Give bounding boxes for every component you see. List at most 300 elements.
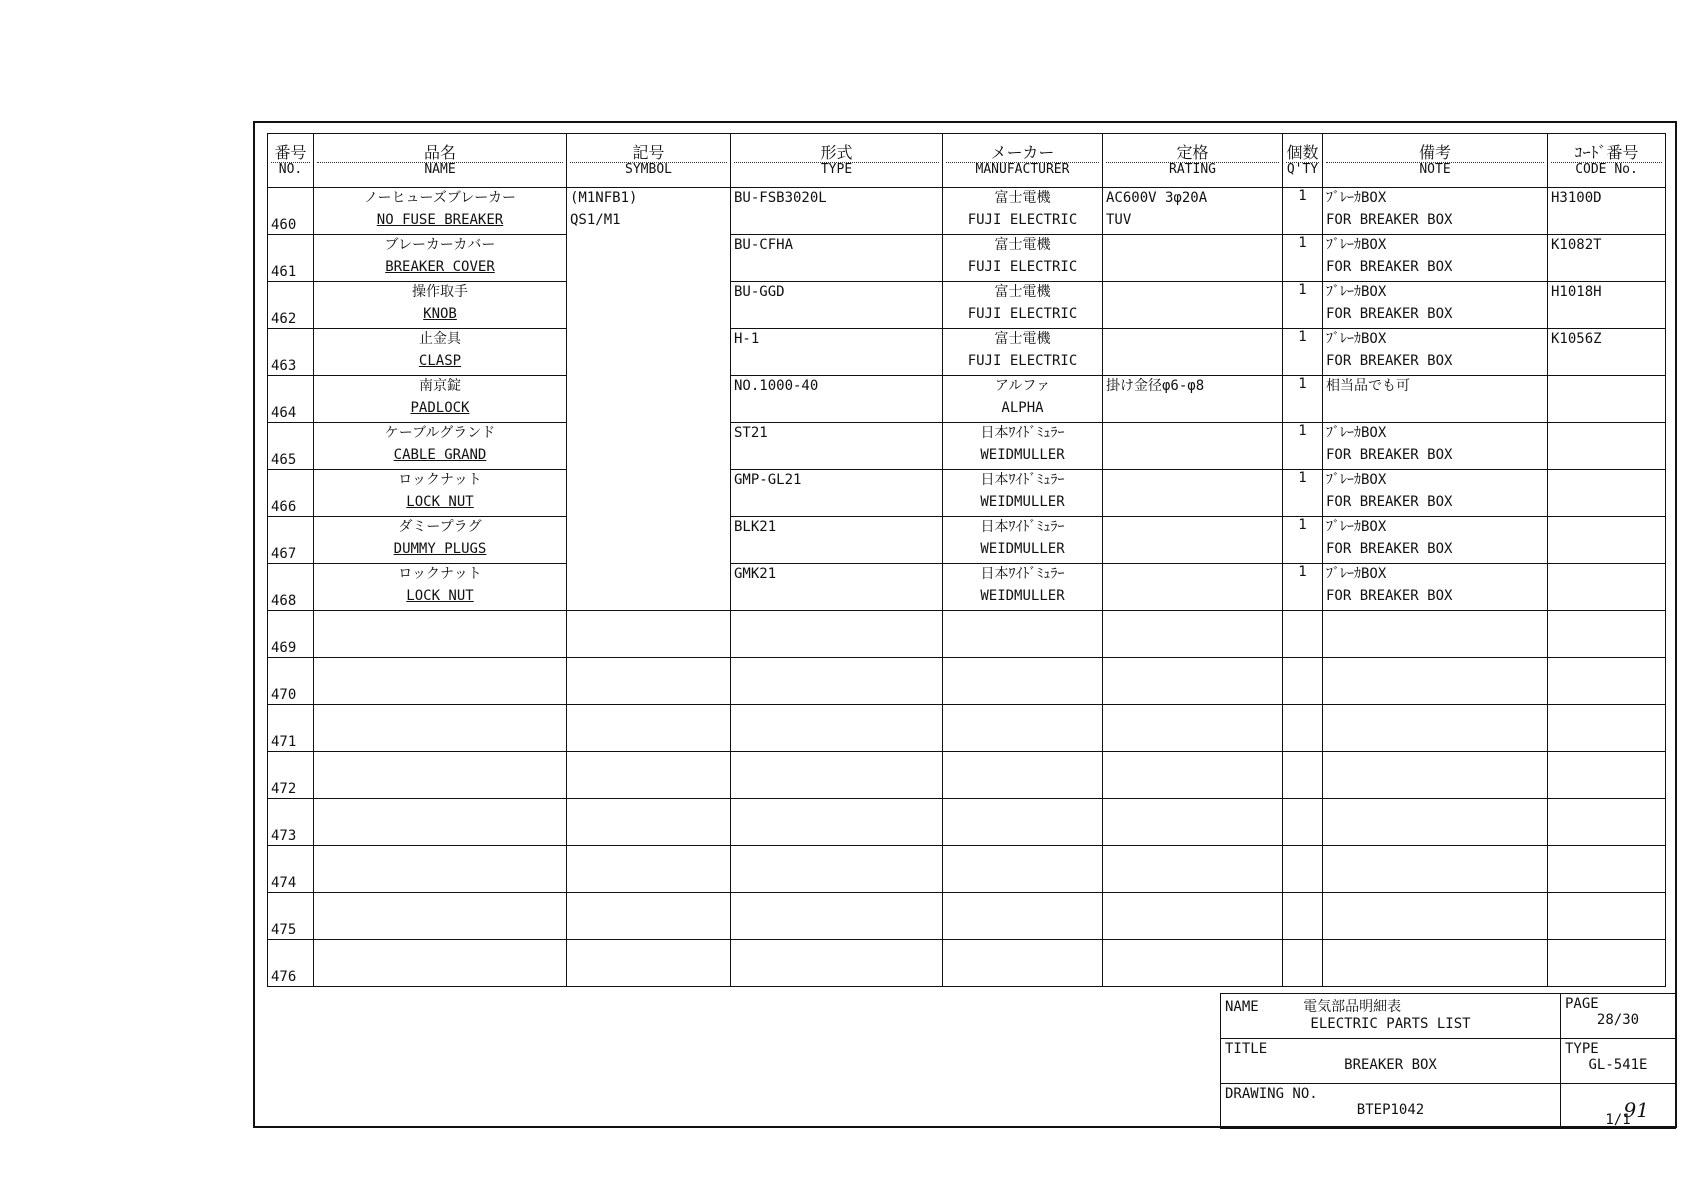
rating-line-2 [1106,237,1279,241]
manufacturer-cell [943,329,1103,376]
item-name-en: KNOB [423,305,457,322]
manufacturer-en [946,895,1099,899]
symbol-line-2 [570,848,727,852]
quantity-cell: 1 [1283,235,1323,282]
item-name-cell [314,188,567,235]
symbol-cell [567,423,731,470]
quantity-cell [1283,799,1323,846]
code-cell [1548,658,1666,705]
code-value [1551,752,1662,754]
manufacturer-en [946,660,1099,664]
code-value [1551,799,1662,801]
rating-cell [1103,329,1283,376]
item-name-jp: ロックナット [398,472,482,488]
rating-line-2 [1106,284,1279,288]
manufacturer-cell [943,376,1103,423]
type-cell [731,470,943,517]
note-line-1: ﾌﾞﾚｰｶBOX [1326,284,1387,300]
table-row [268,611,1666,658]
manufacturer-cell [943,423,1103,470]
manufacturer-en: WEIDMULLER [980,587,1065,604]
type-value: H-1 [734,331,760,347]
item-name-cell [314,611,567,658]
header-name: 品名 NAME [314,134,567,188]
item-name-en [317,801,563,805]
quantity-cell: 1 [1283,470,1323,517]
row-number: 464 [268,376,314,423]
type-cell [731,329,943,376]
code-cell [1548,470,1666,517]
page-value: 28/30 [1596,1012,1640,1028]
manufacturer-en [946,613,1099,617]
code-value [1551,517,1662,519]
code-cell [1548,188,1666,235]
code-cell [1548,799,1666,846]
type-cell [731,658,943,705]
item-name-cell [314,235,567,282]
header-qty: 個数 Q'TY [1283,134,1323,188]
symbol-line-2 [570,566,727,570]
table-header-row [268,134,1666,188]
header-type: 形式 TYPE [731,134,943,188]
note-line-1: 相当品でも可 [1326,378,1410,394]
type-value: ST21 [734,425,768,441]
note-cell [1323,423,1548,470]
note-cell [1323,658,1548,705]
note-line-2 [1326,707,1544,711]
manufacturer-en [946,848,1099,852]
code-value: K1056Z [1551,331,1602,347]
note-line-2 [1326,942,1544,946]
table-row [268,799,1666,846]
row-number: 463 [268,329,314,376]
code-cell [1548,893,1666,940]
item-name-en: LOCK NUT [406,493,474,510]
quantity-cell [1283,658,1323,705]
note-cell [1323,376,1548,423]
table-row [268,470,1666,517]
item-name-jp: ダミープラグ [398,519,482,535]
note-line-2: FOR BREAKER BOX [1326,352,1453,369]
manufacturer-en: FUJI ELECTRIC [967,352,1078,369]
symbol-cell [567,752,731,799]
title-block-name-cell [1221,994,1561,1039]
row-number: 474 [268,846,314,893]
note-cell [1323,799,1548,846]
rating-line-2 [1106,331,1279,335]
code-value [1551,376,1662,378]
item-name-en [317,660,563,664]
manufacturer-en: ALPHA [1001,399,1044,416]
manufacturer-en: FUJI ELECTRIC [967,211,1078,228]
rating-line-2 [1106,425,1279,429]
item-name-en [317,895,563,899]
row-number: 472 [268,752,314,799]
symbol-cell [567,940,731,987]
symbol-cell [567,799,731,846]
item-name-en [317,848,563,852]
note-cell [1323,940,1548,987]
type-cell [731,235,943,282]
manufacturer-cell [943,470,1103,517]
code-cell [1548,282,1666,329]
symbol-cell [567,611,731,658]
item-name-jp: ノーヒューズブレーカー [363,190,517,206]
type-value [734,658,939,660]
rating-line-2 [1106,801,1279,805]
note-cell [1323,752,1548,799]
code-cell [1548,235,1666,282]
manufacturer-jp: 富士電機 [994,190,1051,206]
code-value: H3100D [1551,190,1602,206]
type-cell [731,940,943,987]
code-value [1551,893,1662,895]
table-row [268,282,1666,329]
symbol-cell [567,188,731,235]
parts-table-body [268,188,1666,987]
row-number: 466 [268,470,314,517]
item-name-cell [314,376,567,423]
rating-line-2 [1106,754,1279,758]
manufacturer-cell [943,940,1103,987]
manufacturer-en: WEIDMULLER [980,540,1065,557]
type-cell [731,517,943,564]
drawing-label: DRAWING NO. [1225,1086,1318,1102]
code-value: H1018H [1551,284,1602,300]
item-name-cell [314,517,567,564]
manufacturer-cell [943,517,1103,564]
note-line-1: ﾌﾞﾚｰｶBOX [1326,237,1387,253]
row-number: 469 [268,611,314,658]
rating-cell [1103,940,1283,987]
table-row [268,423,1666,470]
row-number: 473 [268,799,314,846]
symbol-cell [567,846,731,893]
manufacturer-en: FUJI ELECTRIC [967,305,1078,322]
type-value [734,846,939,848]
note-cell [1323,235,1548,282]
row-number: 460 [268,188,314,235]
header-rating: 定格 RATING [1103,134,1283,188]
quantity-cell [1283,752,1323,799]
item-name-cell [314,329,567,376]
type-value: BU-CFHA [734,237,794,253]
symbol-cell [567,470,731,517]
manufacturer-cell [943,705,1103,752]
type-value: NO.1000-40 [734,378,819,394]
code-value: K1082T [1551,237,1602,253]
row-number: 461 [268,235,314,282]
type-value [734,752,939,754]
item-name-en: DUMMY PLUGS [393,540,487,557]
type-cell [731,282,943,329]
manufacturer-cell [943,564,1103,611]
item-name-en: PADLOCK [410,399,470,416]
item-name-en: LOCK NUT [406,587,474,604]
note-line-2 [1326,613,1544,617]
quantity-cell: 1 [1283,423,1323,470]
page-label: PAGE [1565,996,1599,1012]
manufacturer-en [946,942,1099,946]
row-number: 470 [268,658,314,705]
item-name-en: BREAKER COVER [385,258,495,275]
header-code: ｺｰﾄﾞ番号 CODE No. [1548,134,1666,188]
note-cell [1323,846,1548,893]
rating-cell [1103,705,1283,752]
symbol-cell [567,282,731,329]
item-name-cell [314,752,567,799]
symbol-line-2 [570,707,727,711]
rating-cell [1103,376,1283,423]
manufacturer-cell [943,188,1103,235]
note-line-2: FOR BREAKER BOX [1326,493,1453,510]
type-value: GL-541E [1588,1057,1648,1073]
rating-cell [1103,517,1283,564]
rating-line-1: AC600V 3φ20A [1106,190,1208,206]
manufacturer-jp: 日本ﾜｲﾄﾞﾐｭﾗｰ [980,472,1065,488]
drawing-number: BTEP1042 [1356,1102,1425,1118]
item-name-jp: ロックナット [398,566,482,582]
note-line-2 [1326,396,1544,400]
table-row [268,564,1666,611]
parts-table [267,133,1666,987]
note-cell [1323,470,1548,517]
item-name-jp: 南京錠 [419,378,461,394]
quantity-cell [1283,893,1323,940]
rating-cell [1103,658,1283,705]
symbol-line-2: QS1/M1 [570,211,621,228]
type-value: BU-FSB3020L [734,190,827,206]
manufacturer-jp: 富士電機 [994,331,1051,347]
table-row [268,235,1666,282]
rating-line-2 [1106,396,1279,400]
item-name-en [317,707,563,711]
symbol-cell [567,893,731,940]
note-line-1: ﾌﾞﾚｰｶBOX [1326,331,1387,347]
table-row [268,517,1666,564]
item-name-jp: 操作取手 [412,284,468,300]
type-value [734,611,939,613]
manufacturer-cell [943,282,1103,329]
note-line-1: ﾌﾞﾚｰｶBOX [1326,519,1387,535]
rating-cell [1103,752,1283,799]
type-cell [731,705,943,752]
rating-line-2 [1106,472,1279,476]
row-number: 465 [268,423,314,470]
rating-cell [1103,235,1283,282]
quantity-cell [1283,846,1323,893]
quantity-cell: 1 [1283,188,1323,235]
manufacturer-cell [943,658,1103,705]
note-line-2: FOR BREAKER BOX [1326,211,1453,228]
symbol-line-2 [570,613,727,617]
note-line-2: FOR BREAKER BOX [1326,258,1453,275]
title-label: TITLE [1225,1041,1268,1057]
quantity-cell: 1 [1283,564,1323,611]
rating-line-2 [1106,613,1279,617]
code-cell [1548,846,1666,893]
symbol-line-2 [570,472,727,476]
type-value [734,940,939,942]
type-value [734,705,939,707]
handwritten-page-number: 91 [1623,1098,1649,1122]
type-cell [731,893,943,940]
type-value [734,799,939,801]
rating-line-2 [1106,848,1279,852]
item-name-en: NO FUSE BREAKER [376,211,504,228]
symbol-cell [567,658,731,705]
symbol-line-2 [570,519,727,523]
rating-cell [1103,564,1283,611]
item-name-en: CLASP [418,352,462,369]
manufacturer-jp: 富士電機 [994,237,1051,253]
symbol-line-2 [570,895,727,899]
code-cell [1548,752,1666,799]
code-cell [1548,611,1666,658]
table-row [268,705,1666,752]
rating-cell [1103,799,1283,846]
row-number: 471 [268,705,314,752]
row-number: 462 [268,282,314,329]
quantity-cell [1283,611,1323,658]
rating-line-2: TUV [1106,211,1132,228]
rating-line-2 [1106,519,1279,523]
rating-cell [1103,611,1283,658]
code-value [1551,564,1662,566]
quantity-cell [1283,940,1323,987]
manufacturer-cell [943,799,1103,846]
item-name-cell [314,940,567,987]
parts-list-sheet [253,121,1677,1128]
type-cell [731,188,943,235]
note-line-1: ﾌﾞﾚｰｶBOX [1326,190,1387,206]
sheet-value: 1/1 [1605,1112,1631,1128]
header-manufacturer: メーカー MANUFACTURER [943,134,1103,188]
rating-line-2 [1106,895,1279,899]
note-cell [1323,517,1548,564]
document-name: ELECTRIC PARTS LIST [1310,1016,1471,1032]
item-name-en: CABLE GRAND [393,446,487,463]
title-block-page-cell [1561,994,1676,1039]
item-name-cell [314,893,567,940]
note-line-2: FOR BREAKER BOX [1326,446,1453,463]
manufacturer-en [946,707,1099,711]
manufacturer-jp: アルファ [994,378,1051,394]
item-name-jp: ケーブルグランド [384,425,496,441]
code-value [1551,611,1662,613]
item-name-cell [314,846,567,893]
header-note: 備考 NOTE [1323,134,1548,188]
note-cell [1323,893,1548,940]
type-cell [731,799,943,846]
note-cell [1323,705,1548,752]
manufacturer-en [946,801,1099,805]
note-line-2 [1326,754,1544,758]
table-row [268,893,1666,940]
symbol-line-2 [570,425,727,429]
item-name-cell [314,564,567,611]
type-cell [731,564,943,611]
title-block-sheet-cell [1561,1084,1676,1129]
title-block-title-cell [1221,1039,1561,1084]
title-value: BREAKER BOX [1344,1057,1437,1073]
item-name-cell [314,799,567,846]
item-name-cell [314,705,567,752]
code-value [1551,940,1662,942]
symbol-line-2 [570,942,727,946]
note-cell [1323,329,1548,376]
table-row [268,376,1666,423]
note-line-1: ﾌﾞﾚｰｶBOX [1326,425,1387,441]
manufacturer-jp: 日本ﾜｲﾄﾞﾐｭﾗｰ [980,425,1065,441]
row-number: 476 [268,940,314,987]
rating-line-2 [1106,566,1279,570]
quantity-cell: 1 [1283,282,1323,329]
title-block [1220,993,1676,1129]
table-row [268,658,1666,705]
rating-line-2 [1106,942,1279,946]
note-line-2 [1326,660,1544,664]
rating-cell [1103,846,1283,893]
rating-cell [1103,423,1283,470]
code-cell [1548,376,1666,423]
rating-cell [1103,893,1283,940]
header-no: 番号 NO. [268,134,314,188]
type-cell [731,423,943,470]
symbol-line-2 [570,754,727,758]
rating-cell [1103,282,1283,329]
code-cell [1548,517,1666,564]
rating-cell [1103,470,1283,517]
manufacturer-cell [943,893,1103,940]
symbol-line-2 [570,378,727,382]
row-number: 475 [268,893,314,940]
code-cell [1548,329,1666,376]
code-value [1551,470,1662,472]
quantity-cell [1283,705,1323,752]
symbol-cell [567,564,731,611]
symbol-line-2 [570,801,727,805]
header-symbol: 記号 SYMBOL [567,134,731,188]
table-row [268,752,1666,799]
note-line-2: FOR BREAKER BOX [1326,540,1453,557]
code-cell [1548,940,1666,987]
quantity-cell: 1 [1283,517,1323,564]
table-row [268,329,1666,376]
manufacturer-en: WEIDMULLER [980,493,1065,510]
item-name-jp: ブレーカーカバー [384,237,496,253]
note-cell [1323,611,1548,658]
symbol-cell [567,376,731,423]
note-line-1: ﾌﾞﾚｰｶBOX [1326,472,1387,488]
item-name-cell [314,423,567,470]
type-label: TYPE [1565,1041,1599,1057]
manufacturer-en: WEIDMULLER [980,446,1065,463]
manufacturer-en: FUJI ELECTRIC [967,258,1078,275]
code-value [1551,658,1662,660]
type-cell [731,846,943,893]
note-cell [1323,188,1548,235]
manufacturer-cell [943,611,1103,658]
note-line-2 [1326,848,1544,852]
type-value: GMP-GL21 [734,472,802,488]
item-name-cell [314,658,567,705]
symbol-line-2 [570,331,727,335]
symbol-cell [567,329,731,376]
type-value [734,893,939,895]
type-cell [731,752,943,799]
code-cell [1548,423,1666,470]
